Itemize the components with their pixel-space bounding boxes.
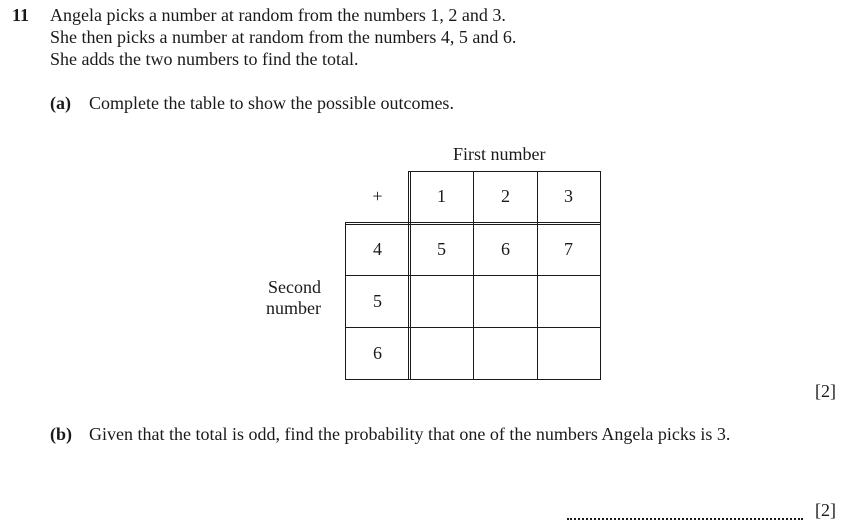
part-a-marks: [2]: [815, 381, 836, 401]
table-cell-blank[interactable]: [537, 328, 600, 379]
part-b-label: (b): [50, 424, 72, 444]
table-cell: 7: [564, 239, 573, 259]
part-a-label: (a): [50, 93, 71, 113]
question-line-1: Angela picks a number at random from the numbers 1, 2 and 3.: [50, 5, 506, 25]
question-line-2: She then picks a number at random from the numbers 4, 5 and 6.: [50, 27, 517, 47]
table-cell-blank[interactable]: [474, 276, 537, 327]
table-cell-blank[interactable]: [474, 328, 537, 379]
row-label: 5: [373, 291, 382, 311]
table-line: [600, 171, 601, 380]
table-cell-blank[interactable]: [410, 328, 473, 379]
table-corner: +: [372, 186, 383, 206]
table-cell: 5: [437, 239, 446, 259]
row-label: 6: [373, 343, 382, 363]
part-b-marks: [2]: [815, 500, 836, 520]
column-value: 1: [437, 186, 446, 206]
table-cell: 6: [501, 239, 510, 259]
question-number: 11: [12, 5, 30, 25]
row-header-line-2: number: [266, 298, 321, 318]
table-cell-blank[interactable]: [537, 276, 600, 327]
answer-line[interactable]: [567, 500, 803, 520]
question-line-3: She adds the two numbers to find the total.: [50, 49, 359, 69]
part-a-text: Complete the table to show the possible outcomes.: [89, 93, 454, 113]
row-label: 4: [373, 239, 382, 259]
table-cell-blank[interactable]: [410, 276, 473, 327]
column-value: 2: [501, 186, 510, 206]
column-header: First number: [453, 144, 546, 164]
part-b-text: Given that the total is odd, find the probability that one of the numbers Angela picks is 3.: [89, 424, 731, 444]
row-header-line-1: Second: [268, 277, 321, 297]
column-value: 3: [564, 186, 573, 206]
